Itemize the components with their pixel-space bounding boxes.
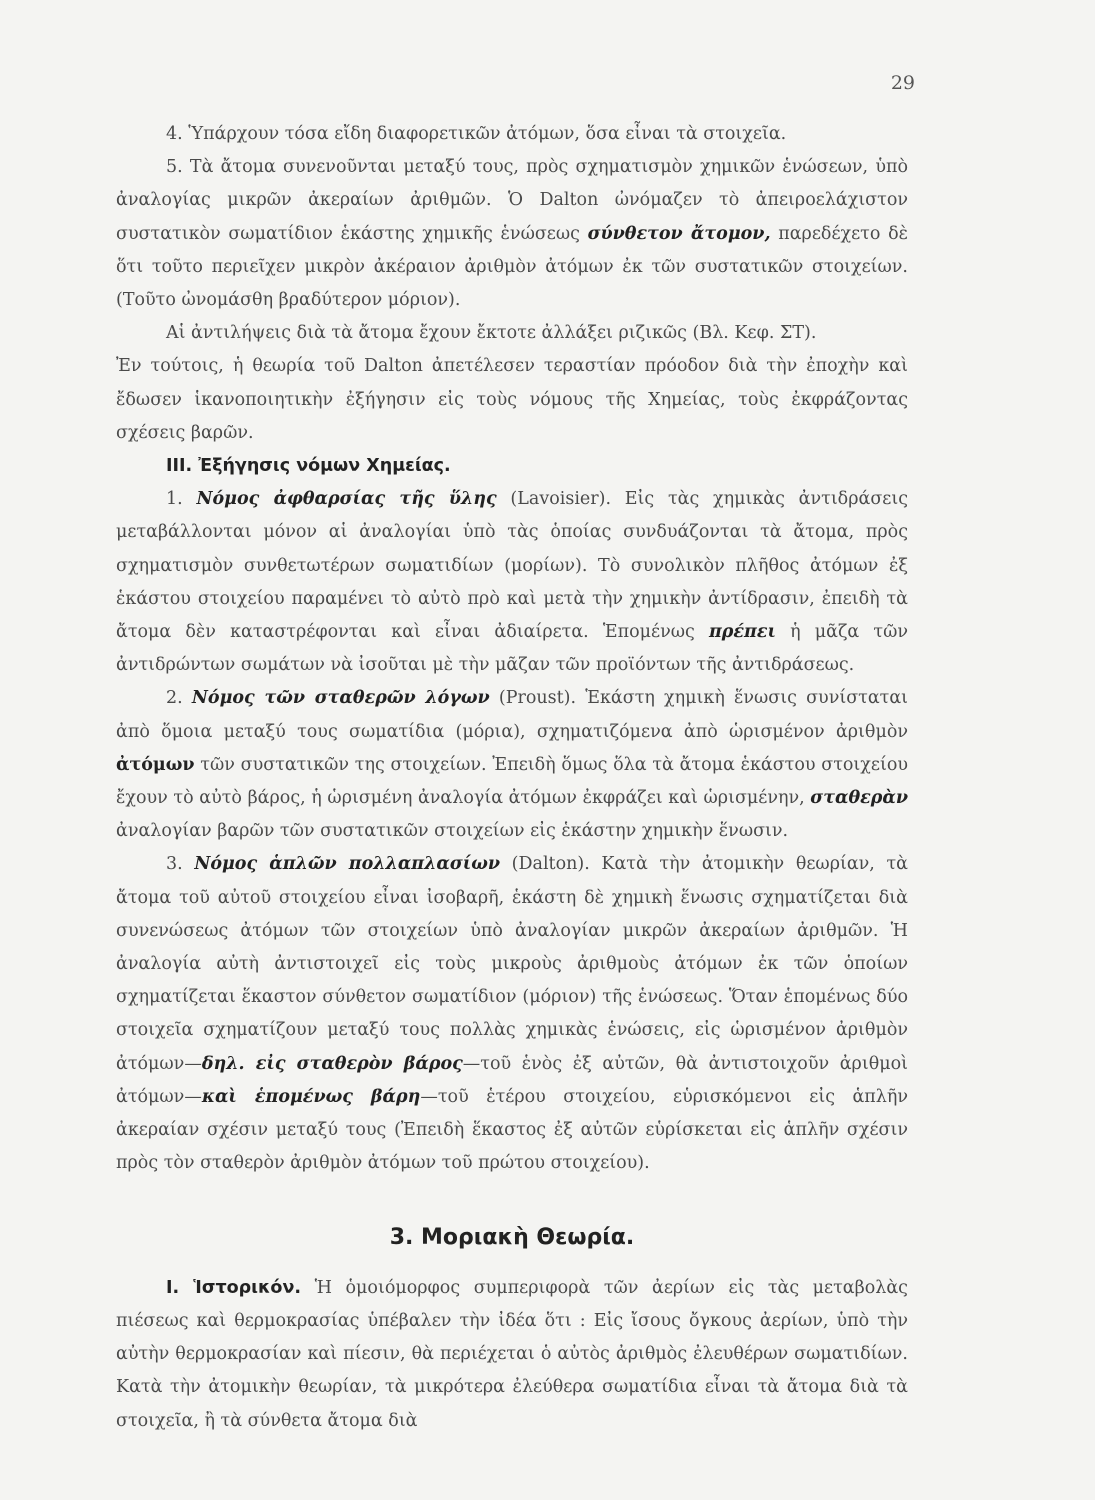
page-number: 29: [890, 72, 915, 94]
text-run: Ἡ ὁμοιόμορφος συμπεριφορὰ τῶν ἀερίων εἰς τὰς μεταβολὰς πιέσεως καὶ θερμοκρασίας ὑπέβαλεν τὴν ἰδέα ὅτι : Εἰς ἴσους ὄγκους ἀερίων, ὑπὸ τὴν αὐτὴν θερμοκρασίαν καὶ πίεσιν, θὰ περιέχεται ὁ αὐτὸς ἀριθμὸς ἐλευθέρων σωματιδίων. Κατὰ τὴν ἀτομικὴν θεωρίαν, τὰ μικρότερα ἐλεύθερα σωματίδια εἶναι τὰ ἄτομα διὰ τὰ στοιχεῖα, ἢ τὰ σύνθετα ἄτομα διὰ: [116, 1277, 908, 1431]
law-number: 3.: [166, 854, 195, 875]
chapter-title: 3. Μοριακὴ Θεωρία.: [389, 1224, 635, 1250]
law-number: 1.: [166, 489, 197, 510]
text-run: —τοῦ ἑνὸς ἐξ αὐτῶν, θὰ ἀντιστοιχοῦν ἀριθμοὶ ἀτόμων—: [116, 1053, 908, 1107]
paragraph-perceptions: Αἱ ἀντιλήψεις διὰ τὰ ἄτομα ἔχουν ἔκτοτε ἀλλάξει ριζικῶς (Βλ. Κεφ. ΣΤ).: [166, 323, 817, 344]
paragraph-law-2: [116, 682, 908, 848]
text-run: παρεδέχετο δὲ ὅτι τοῦτο περιεῖχεν μικρὸν ἀκέραιον ἀριθμὸν ἀτόμων ἐκ τῶν συστατικῶν στοιχείων. (Τοῦτο ὠνομάσθη βραδύτερον μόριον).: [116, 223, 909, 311]
section-heading: III. Ἐξήγησις νόμων Χημείας.: [166, 456, 451, 477]
text-run: (Lavoisier). Εἰς τὰς χημικὰς ἀντιδράσεις μεταβάλλονται μόνον αἱ ἀναλογίαι ὑπὸ τὰς ὁποίας συνδυάζονται τὰ ἄτομα, πρὸς σχηματισμὸν συνθετωτέρων σωματιδίων (μορίων). Τὸ συνολικὸν πλῆθος ἀτόμων ἐξ ἑκάστου στοιχείου παραμένει τὸ αὐτὸ πρὸ καὶ μετὰ τὴν χημικὴν ἀντίδρασιν, ἐπειδὴ τὰ ἄτομα δὲν καταστρέφονται καὶ εἶναι ἀδιαίρετα. Ἑπομένως: [116, 489, 908, 643]
text-run: τῶν συστατικῶν της στοιχείων. Ἐπειδὴ ὅμως ὅλα τὰ ἄτομα ἑκάστου στοιχείου ἔχουν τὸ αὐτὸ βάρος, ἡ ὡρισμένη ἀναλογία ἀτόμων ἐκφράζει καὶ ὡρισμένην,: [116, 754, 908, 809]
text-run: 5. Τὰ ἄτομα συνενοῦνται μεταξύ τους, πρὸς σχηματισμὸν χημικῶν ἑνώσεων, ὑπὸ ἀναλογίας μικρῶν ἀκεραίων ἀριθμῶν. Ὁ Dalton ὠνόμαζεν τὸ ἀπειροελάχιστον συστατικὸν σωματίδιον ἑκάστης χημικῆς ἑνώσεως: [116, 157, 908, 244]
sub-heading: I. Ἱστορικόν.: [166, 1277, 302, 1298]
law-title: Νόμος ἀφθαρσίας τῆς ὕλης: [196, 489, 497, 510]
law-number: 2.: [166, 688, 192, 709]
text-run: (Proust). Ἑκάστη χημικὴ ἕνωσις συνίσταται ἀπὸ ὅμοια μεταξύ τους σωματίδια (μόρια), σχηματιζόμενα ἀπὸ ὡρισμένον ἀριθμὸν: [116, 688, 908, 742]
law-title: Νόμος ἁπλῶν πολλαπλασίων: [194, 854, 501, 875]
bold-term: ἀτόμων: [116, 754, 195, 775]
text-run: (Dalton). Κατὰ τὴν ἀτομικὴν θεωρίαν, τὰ ἄτομα τοῦ αὐτοῦ στοιχείου εἶναι ἰσοβαρῆ, ἑκάστη δὲ χημικὴ ἕνωσις σχηματίζεται διὰ συνενώσεως ἀτόμων τῶν στοιχείων ὑπὸ ἀναλογίαν μικρῶν ἀκεραίων ἀριθμῶν. Ἡ ἀναλογία αὐτὴ ἀντιστοιχεῖ εἰς τοὺς μικροὺς ἀριθμοὺς ἀτόμων ἐκ τῶν ὁποίων σχηματίζεται ἕκαστον σύνθετον σωματίδιον (μόριον) τῆς ἑνώσεως. Ὅταν ἑπομένως δύο στοιχεῖα σχηματίζουν μεταξύ τους πολλὰς χημικὰς ἑνώσεις, εἰς ὡρισμένον ἀριθμὸν ἀτόμων—: [116, 854, 908, 1074]
bold-term: σύνθετον ἄτομον,: [587, 223, 771, 244]
paragraph-history: [116, 1272, 908, 1438]
paragraph-law-1: [116, 483, 908, 682]
paragraph-law-3: [116, 848, 908, 1180]
text-run: —τοῦ ἑτέρου στοιχείου, εὑρισκόμενοι εἰς ἁπλῆν ἀκεραίαν σχέσιν μεταξύ τους (Ἐπειδὴ ἕκαστος ἐξ αὐτῶν εὑρίσκεται εἰς ἁπλῆν σχέσιν πρὸς τὸν σταθερὸν ἀριθμὸν ἀτόμων τοῦ πρώτου στοιχείου).: [116, 1086, 909, 1174]
bold-term: καὶ ἑπομένως βάρη: [201, 1086, 421, 1107]
paragraph-item-4: 4. Ὑπάρχουν τόσα εἴδη διαφορετικῶν ἀτόμων, ὅσα εἶναι τὰ στοιχεῖα.: [166, 124, 787, 144]
page-body: [116, 118, 908, 1438]
bold-term: δηλ. εἰς σταθερὸν βάρος: [201, 1053, 463, 1074]
law-title: Νόμος τῶν σταθερῶν λόγων: [191, 688, 490, 709]
text-run: ἡ μᾶζα τῶν ἀντιδρώντων σωμάτων νὰ ἰσοῦται μὲ τὴν μᾶζαν τῶν προϊόντων τῆς ἀντιδράσεως.: [116, 622, 908, 676]
bold-term: σταθερὰν: [810, 788, 908, 809]
paragraph-item-5: [116, 151, 908, 317]
paragraph-dalton-theory: Ἐν τούτοις, ἡ θεωρία τοῦ Dalton ἀπετέλεσεν τεραστίαν πρόοδον διὰ τὴν ἐποχὴν καὶ ἔδωσεν ἱκανοποιητικὴν ἐξήγησιν εἰς τοὺς νόμους τῆς Χημείας, τοὺς ἐκφράζοντας σχέσεις βαρῶν.: [116, 356, 908, 443]
bold-term: πρέπει: [708, 622, 776, 643]
text-run: ἀναλογίαν βαρῶν τῶν συστατικῶν στοιχείων εἰς ἑκάστην χημικὴν ἕνωσιν.: [116, 821, 789, 842]
